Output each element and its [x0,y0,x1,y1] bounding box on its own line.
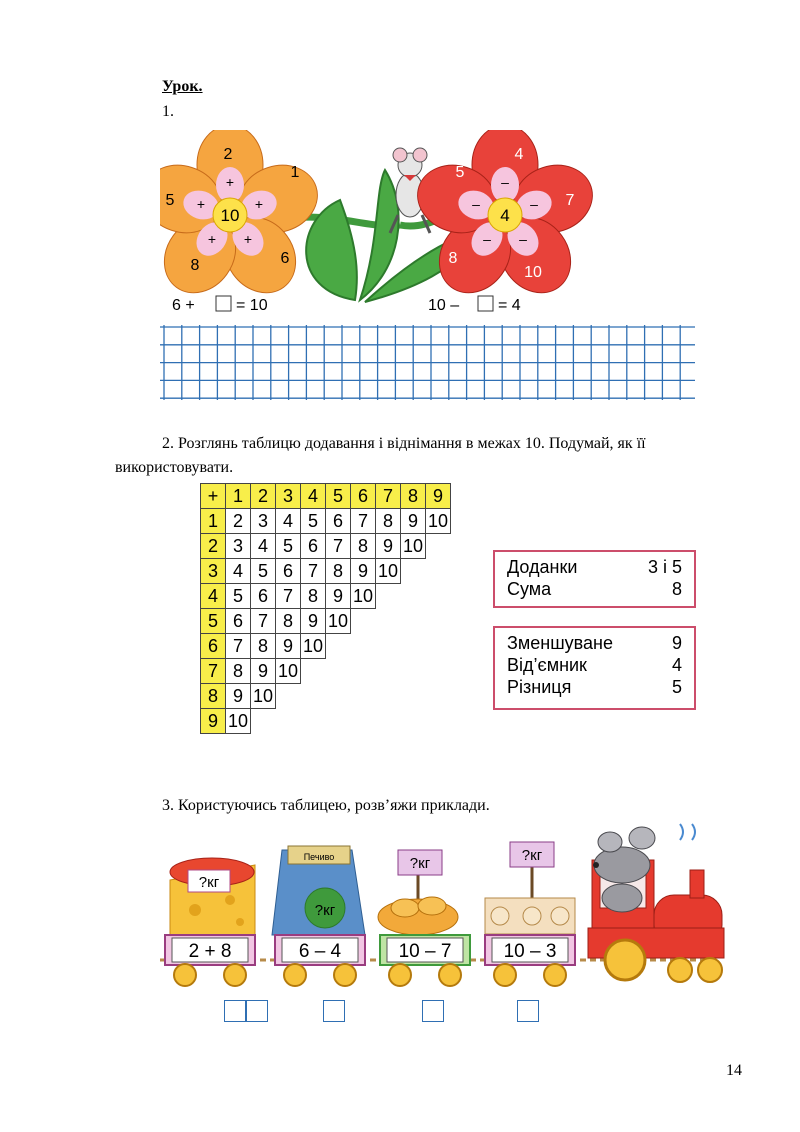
svg-text:–: – [530,196,538,212]
table-empty-cell [426,659,451,684]
answer-box-1b[interactable] [246,1000,268,1022]
table-empty-cell [401,559,426,584]
table-header-cell: 7 [376,484,401,509]
table-cell: 7 [301,559,326,584]
table-empty-cell [351,709,376,734]
svg-text:Печиво: Печиво [303,852,335,862]
table-cell: 10 [426,509,451,534]
exercise-3-text: 3. Користуючись таблицею, розв’яжи приклади. [162,797,490,814]
svg-text:–: – [472,196,480,212]
table-cell: 8 [276,609,301,634]
table-empty-cell [426,709,451,734]
table-empty-cell [426,684,451,709]
table-cell: 10 [326,609,351,634]
table-cell: 9 [401,509,426,534]
table-row-head-cell: 4 [201,584,226,609]
svg-text:5: 5 [455,164,465,181]
table-cell: 8 [226,659,251,684]
table-cell: 6 [301,534,326,559]
expression-1: 2 + 8 [188,941,232,962]
subtrahend-label: Від’ємник [507,655,587,675]
table-empty-cell [376,659,401,684]
table-header-cell: 2 [251,484,276,509]
svg-text:+: + [207,231,217,247]
wagon-cheese [165,858,255,986]
minuend-label: Зменшуване [507,633,613,653]
svg-text:8: 8 [190,257,200,274]
table-empty-cell [376,634,401,659]
addends-value: 3 і 5 [647,557,682,577]
exercise-1-number: 1. [162,103,174,120]
table-empty-cell [351,684,376,709]
table-row-head-cell: 2 [201,534,226,559]
svg-text:+: + [243,231,253,247]
table-row [201,559,451,584]
table-cell: 6 [326,509,351,534]
table-cell: 5 [276,534,301,559]
svg-text:–: – [483,231,491,247]
sum-row [507,578,682,600]
subtrahend-value: 4 [671,655,682,675]
table-header-cell: 6 [351,484,376,509]
table-cell: 6 [276,559,301,584]
table-row [201,584,451,609]
table-cell: 10 [251,684,276,709]
expression-3: 10 – 7 [398,941,452,962]
table-cell: 8 [251,634,276,659]
svg-text:2: 2 [223,146,233,163]
page-number: 14 [726,1062,742,1079]
svg-text:7: 7 [565,192,575,209]
table-cell: 9 [326,584,351,609]
difference-row [507,676,682,698]
table-cell: 9 [376,534,401,559]
table-empty-cell [326,634,351,659]
table-cell: 10 [276,659,301,684]
table-empty-cell [376,709,401,734]
table-cell: 8 [326,559,351,584]
table-cell: 10 [301,634,326,659]
svg-text:+: + [196,196,206,212]
svg-text:?кг: ?кг [409,855,431,872]
table-empty-cell [301,684,326,709]
addends-row [507,556,682,578]
table-empty-cell [326,709,351,734]
equation-left-blank[interactable] [216,296,231,311]
table-row-head-cell: 9 [201,709,226,734]
table-row-head-cell: 7 [201,659,226,684]
svg-text:?кг: ?кг [314,902,336,919]
table-header-cell: 8 [401,484,426,509]
expression-2: 6 – 4 [298,941,342,962]
table-cell: 5 [226,584,251,609]
table-header-cell: 5 [326,484,351,509]
train-illustration [160,820,735,1000]
table-row [201,509,451,534]
table-cell: 4 [226,559,251,584]
table-cell: 9 [301,609,326,634]
difference-label: Різниця [507,677,572,697]
answer-box-4[interactable] [517,1000,539,1022]
svg-text:10 –: 10 – [428,297,460,314]
table-cell: 6 [226,609,251,634]
table-row [201,634,451,659]
table-empty-cell [351,659,376,684]
table-cell: 10 [351,584,376,609]
table-cell: 8 [351,534,376,559]
writing-grid[interactable] [160,325,695,400]
expression-4: 10 – 3 [503,941,557,962]
table-cell: 4 [276,509,301,534]
equation-left [172,296,268,314]
table-row-head-cell: 5 [201,609,226,634]
svg-text:8: 8 [448,250,458,267]
equation-right-blank[interactable] [478,296,493,311]
table-header-cell: 9 [426,484,451,509]
table-corner-cell: + [201,484,226,509]
table-empty-cell [301,659,326,684]
wagon-pasta [485,842,575,986]
table-cell: 4 [251,534,276,559]
table-cell: 7 [351,509,376,534]
table-row-head-cell: 3 [201,559,226,584]
table-cell: 8 [301,584,326,609]
table-header-row [201,484,451,509]
table-empty-cell [401,584,426,609]
svg-text:1: 1 [290,164,300,181]
table-empty-cell [301,709,326,734]
table-empty-cell [351,634,376,659]
table-empty-cell [401,634,426,659]
svg-text:4: 4 [514,146,524,163]
table-cell: 2 [226,509,251,534]
subtrahend-row [507,654,682,676]
table-empty-cell [351,609,376,634]
table-empty-cell [401,709,426,734]
table-empty-cell [426,584,451,609]
sum-label: Сума [507,579,552,599]
addition-table [200,483,451,734]
table-cell: 9 [251,659,276,684]
svg-text:–: – [519,231,527,247]
addition-flower [160,130,326,307]
table-header-cell: 1 [226,484,251,509]
table-cell: 8 [376,509,401,534]
table-row [201,534,451,559]
table-cell: 9 [351,559,376,584]
table-empty-cell [401,659,426,684]
svg-text:?кг: ?кг [521,847,543,864]
table-empty-cell [426,609,451,634]
addends-label: Доданки [507,557,578,577]
table-cell: 7 [251,609,276,634]
table-empty-cell [376,684,401,709]
table-empty-cell [276,709,301,734]
difference-value: 5 [671,677,682,697]
table-row-head-cell: 6 [201,634,226,659]
table-row [201,709,451,734]
table-cell: 3 [226,534,251,559]
table-cell: 7 [276,584,301,609]
subtraction-terms-box [493,626,696,710]
subtraction-flower [409,130,601,307]
table-empty-cell [276,684,301,709]
table-empty-cell [426,634,451,659]
wagon-bag [272,846,365,986]
table-empty-cell [376,609,401,634]
exercise-2-text: 2. Розглянь таблицю додавання і віднімання в межах 10. Подумай, як її використовувати. [115,435,646,476]
table-cell: 5 [301,509,326,534]
sum-value: 8 [671,579,682,599]
table-cell: 5 [251,559,276,584]
flower-right-center: 4 [500,206,510,225]
table-empty-cell [376,584,401,609]
table-cell: 10 [376,559,401,584]
minuend-value: 9 [671,633,682,653]
table-empty-cell [326,659,351,684]
table-cell: 10 [401,534,426,559]
table-empty-cell [326,684,351,709]
flowers-illustration [160,130,620,320]
table-empty-cell [426,559,451,584]
table-empty-cell [251,709,276,734]
table-cell: 7 [326,534,351,559]
table-empty-cell [401,609,426,634]
table-row [201,659,451,684]
table-empty-cell [401,684,426,709]
minuend-row [507,632,682,654]
table-cell: 10 [226,709,251,734]
addition-terms-box [493,550,696,608]
locomotive-illustration [588,824,724,982]
answer-box-3[interactable] [422,1000,444,1022]
svg-text:6: 6 [280,250,290,267]
table-row [201,609,451,634]
wagon-cookies [378,850,470,986]
svg-text:+: + [254,196,264,212]
equation-right [428,296,521,314]
table-header-cell: 4 [301,484,326,509]
table-cell: 3 [251,509,276,534]
table-empty-cell [426,534,451,559]
svg-text:–: – [501,174,509,190]
table-row [201,684,451,709]
svg-text:= 10: = 10 [236,297,268,314]
table-cell: 9 [226,684,251,709]
svg-text:10: 10 [524,264,542,281]
svg-text:+: + [225,174,235,190]
table-header-cell: 3 [276,484,301,509]
answer-box-2[interactable] [323,1000,345,1022]
table-row-head-cell: 1 [201,509,226,534]
lesson-title: Урок. [162,78,203,95]
svg-text:= 4: = 4 [498,297,521,314]
table-cell: 6 [251,584,276,609]
table-cell: 9 [276,634,301,659]
answer-box-1a[interactable] [224,1000,246,1022]
svg-text:6 +: 6 + [172,297,195,314]
flower-left-center: 10 [220,206,240,225]
table-row-head-cell: 8 [201,684,226,709]
table-cell: 7 [226,634,251,659]
svg-text:?кг: ?кг [198,874,220,891]
svg-text:5: 5 [165,192,175,209]
